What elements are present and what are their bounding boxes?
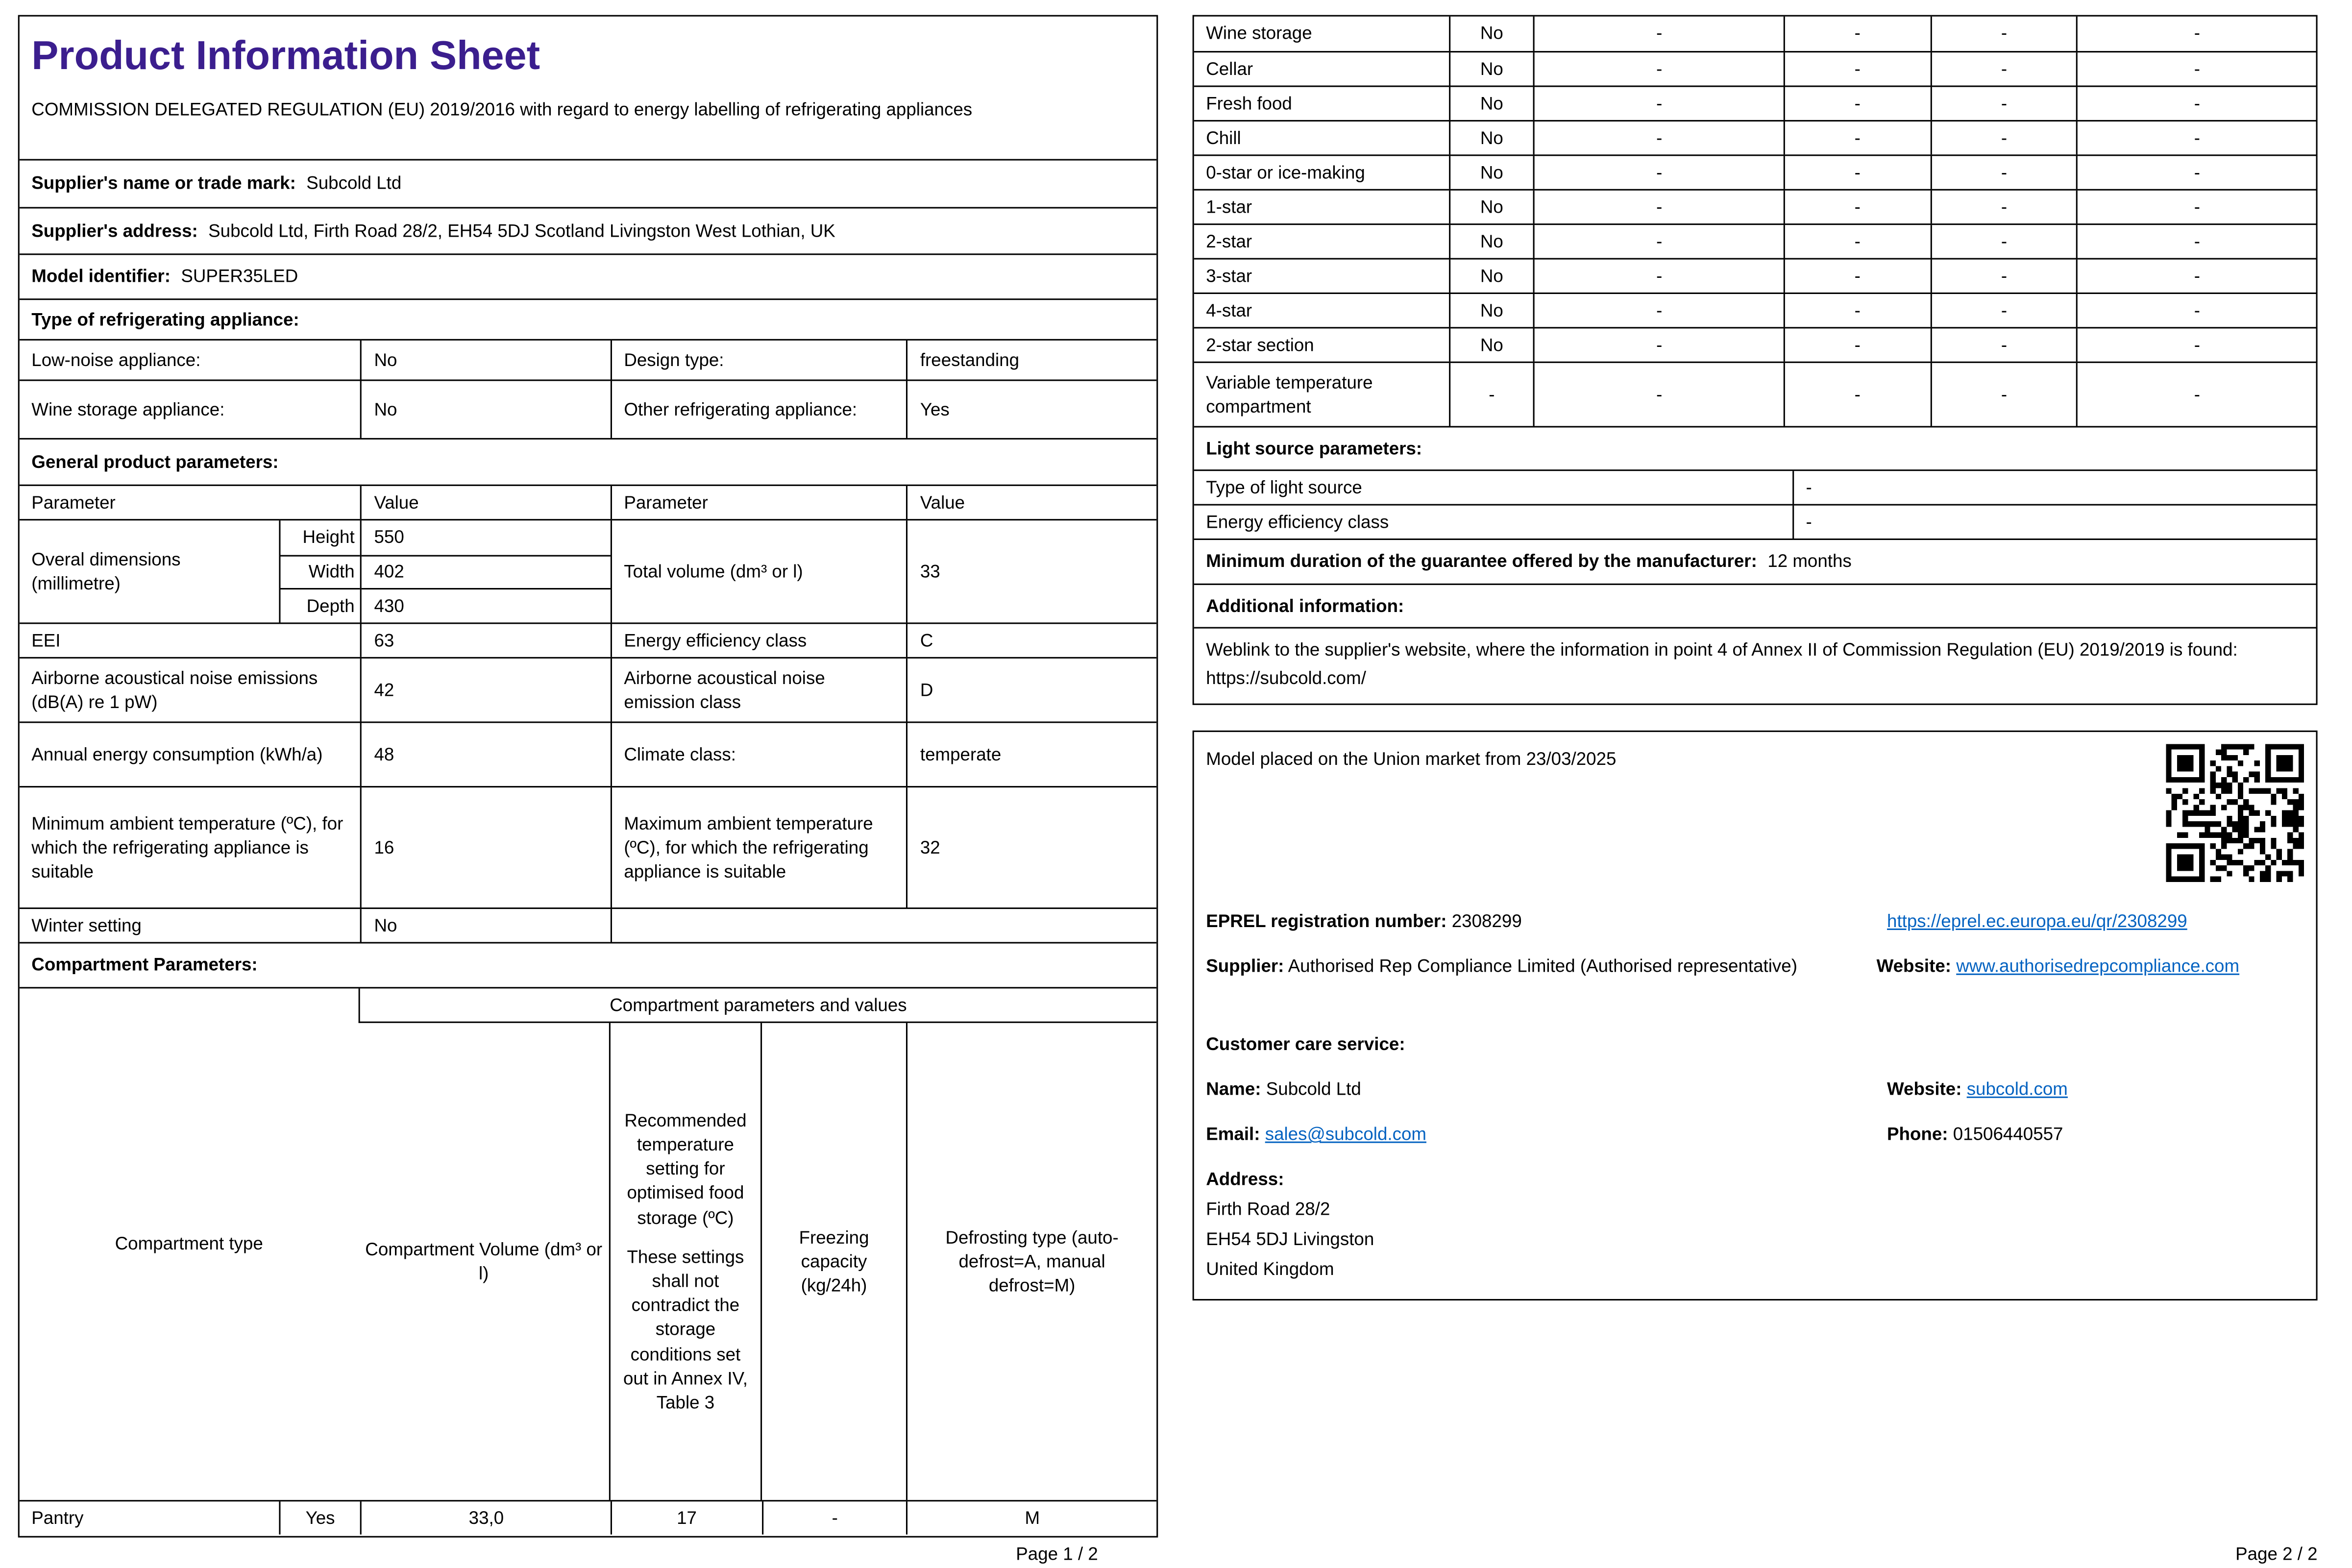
market-date-text: Model placed on the Union market from 23/03/2025 — [1206, 748, 1617, 770]
row-value: - — [1930, 87, 2077, 120]
temp-header-line2: These settings shall not contradict the storage conditions set out in Annex IV, Table 3 — [623, 1246, 748, 1413]
compartment-row-2-star-section — [1194, 327, 2316, 361]
name-label: Name: — [1206, 1078, 1261, 1100]
row-value: - — [1784, 52, 1930, 85]
freezing-capacity-header: Freezing capacity (kg/24h) — [760, 1023, 906, 1500]
annual-energy-value: 48 — [361, 723, 611, 786]
row-value: - — [2077, 225, 2316, 258]
max-ambient-value: 32 — [906, 787, 1156, 907]
param-header-row — [20, 485, 1156, 519]
climate-class-value: temperate — [906, 723, 1156, 786]
light-class-label: Energy efficiency class — [1206, 511, 1389, 533]
supplier-address-row — [20, 207, 1156, 253]
row-value: - — [1534, 52, 1784, 85]
weblink-paragraph — [1194, 629, 2316, 705]
row-present: No — [1448, 225, 1534, 258]
compartment-row-chill — [1194, 120, 2316, 154]
compartment-row-cellar — [1194, 51, 2316, 85]
type-row-wine — [20, 379, 1156, 438]
email-row — [1206, 1122, 2304, 1147]
row-label: 4-star — [1206, 299, 1252, 321]
min-ambient-label: Minimum ambient temperature (ºC), for which the refrigerating appliance is suitable — [31, 812, 343, 882]
row-present: No — [1448, 156, 1534, 189]
noise-class-label: Airborne acoustical noise emission class — [611, 659, 907, 722]
light-type-value: - — [1792, 471, 2316, 504]
energy-class-value: C — [906, 624, 1156, 657]
compartment-row-4-star — [1194, 293, 2316, 327]
supplier-name-label: Supplier's name or trade mark: — [31, 173, 296, 195]
winter-setting-label: Winter setting — [31, 915, 142, 936]
guarantee-value: 12 months — [1767, 551, 1852, 572]
pantry-row — [20, 1500, 1156, 1534]
row-value: - — [2077, 17, 2316, 51]
row-label: 1-star — [1206, 196, 1252, 218]
row-value: - — [1784, 87, 1930, 120]
regulation-subtitle: COMMISSION DELEGATED REGULATION (EU) 2019/2016 with regard to energy labelling of refrigerating appliances — [31, 99, 973, 121]
max-ambient-label: Maximum ambient temperature (ºC), for which the refrigerating appliance is suitable — [611, 787, 907, 907]
depth-value: 430 — [362, 588, 611, 622]
customer-care-header: Customer care service: — [1206, 1033, 1405, 1055]
width-value: 402 — [362, 555, 611, 588]
row-value: - — [2077, 294, 2316, 327]
light-class-value: - — [1792, 506, 2316, 539]
wine-appliance-value: No — [361, 381, 611, 438]
address-line-1: Firth Road 28/2 — [1206, 1199, 1330, 1220]
type-row-low-noise — [20, 339, 1156, 380]
design-type-value: freestanding — [906, 341, 1156, 380]
page-1-footer: Page 1 / 2 — [1016, 1543, 1098, 1565]
row-label: 2-star — [1206, 231, 1252, 252]
noise-value: 42 — [361, 659, 611, 722]
energy-class-label: Energy efficiency class — [611, 624, 907, 657]
row-label: 2-star section — [1206, 334, 1314, 356]
general-header-row — [20, 438, 1156, 485]
compartment-row-2-star — [1194, 223, 2316, 258]
defrosting-type-header: Defrosting type (auto-defrost=A, manual defrost=M) — [906, 1023, 1156, 1500]
row-present: No — [1448, 122, 1534, 154]
row-value: - — [1534, 294, 1784, 327]
row-value: - — [1534, 87, 1784, 120]
dimension-values — [361, 520, 611, 622]
row-label: Variable temperature compartment — [1206, 371, 1373, 417]
row-present: No — [1448, 260, 1534, 293]
param-header-1: Parameter — [31, 491, 116, 513]
page-2-table — [1193, 15, 2318, 705]
address-line-2: EH54 5DJ Livingston — [1206, 1229, 1374, 1250]
supplier-name-row — [20, 159, 1156, 207]
title-block — [20, 17, 1156, 159]
row-label: Cellar — [1206, 58, 1253, 79]
name-row — [1206, 1077, 2304, 1102]
row-value: - — [1784, 328, 1930, 361]
row-value: - — [1534, 17, 1784, 51]
supplier-address-value: Subcold Ltd, Firth Road 28/2, EH54 5DJ Scotland Livingston West Lothian, UK — [208, 220, 835, 242]
dimensions-row — [20, 519, 1156, 622]
weblink-row — [1194, 627, 2316, 705]
row-value: - — [1930, 191, 2077, 223]
winter-setting-row — [20, 907, 1156, 942]
design-type-label: Design type: — [611, 341, 907, 380]
supplier-row — [1206, 954, 2304, 979]
row-value: - — [1534, 225, 1784, 258]
compartment-header-row — [20, 942, 1156, 987]
value-header-2: Value — [906, 486, 1156, 519]
row-present: No — [1448, 87, 1534, 120]
noise-class-value: D — [906, 659, 1156, 722]
row-value: - — [1784, 225, 1930, 258]
row-value: - — [1930, 156, 2077, 189]
pantry-temp: 17 — [611, 1501, 761, 1534]
type-header-row — [20, 298, 1156, 339]
row-value: - — [1784, 122, 1930, 154]
website1-label: Website: — [1876, 955, 1952, 977]
compartment-group-header: Compartment parameters and values — [359, 988, 1157, 1023]
row-value: - — [1930, 294, 2077, 327]
compartment-row-3-star — [1194, 258, 2316, 293]
supplier-address-label: Supplier's address: — [31, 220, 198, 242]
row-value: - — [1930, 52, 2077, 85]
general-header: General product parameters: — [31, 451, 279, 472]
market-info-box — [1193, 731, 2318, 1300]
ambient-temp-row — [20, 786, 1156, 907]
pantry-defrost: M — [906, 1501, 1156, 1534]
value-header-1: Value — [361, 486, 611, 519]
row-value: - — [2077, 191, 2316, 223]
website2-label: Website: — [1887, 1078, 1962, 1100]
pantry-volume: 33,0 — [361, 1501, 611, 1534]
eei-value: 63 — [361, 624, 611, 657]
weblink-url: https://subcold.com/ — [1206, 667, 1366, 689]
email-label: Email: — [1206, 1123, 1260, 1145]
website2-link[interactable]: subcold.com — [1966, 1078, 2068, 1100]
supplier-value: Authorised Rep Compliance Limited (Authorised representative) — [1288, 955, 1797, 977]
row-present: No — [1448, 294, 1534, 327]
row-value: - — [1534, 122, 1784, 154]
row-value: - — [1784, 260, 1930, 293]
row-present: - — [1448, 363, 1534, 426]
row-value: - — [1534, 156, 1784, 189]
row-value: - — [1930, 225, 2077, 258]
row-value: - — [1534, 260, 1784, 293]
row-value: - — [1534, 191, 1784, 223]
light-type-label: Type of light source — [1206, 477, 1362, 498]
temp-header-line1: Recommended temperature setting for optimised food storage (ºC) — [624, 1109, 747, 1228]
page-1 — [18, 15, 1158, 1538]
page-title: Product Information Sheet — [31, 33, 540, 78]
guarantee-row — [1194, 539, 2316, 584]
light-type-row — [1194, 469, 2316, 504]
height-label: Height — [302, 527, 355, 548]
model-identifier-row — [20, 253, 1156, 298]
row-value: - — [1930, 122, 2077, 154]
phone-value: 01506440557 — [1953, 1123, 2063, 1145]
total-volume-label: Total volume (dm³ or l) — [611, 520, 907, 622]
supplier-name-value: Subcold Ltd — [306, 173, 402, 195]
param-header-2: Parameter — [611, 486, 907, 519]
light-source-header-row — [1194, 426, 2316, 469]
row-value: - — [1534, 363, 1784, 426]
row-value: - — [2077, 122, 2316, 154]
depth-label: Depth — [280, 588, 361, 622]
light-source-header: Light source parameters: — [1206, 438, 1422, 459]
row-label: 0-star or ice-making — [1206, 162, 1365, 183]
phone-label: Phone: — [1887, 1123, 1948, 1145]
low-noise-value: No — [361, 341, 611, 380]
eprel-value: 2308299 — [1451, 910, 1522, 932]
row-label: Chill — [1206, 127, 1241, 148]
height-value: 550 — [374, 527, 404, 548]
row-value: - — [2077, 260, 2316, 293]
winter-setting-empty — [611, 909, 1156, 942]
row-present: No — [1448, 52, 1534, 85]
compartment-temp-header — [609, 1023, 760, 1500]
row-present: No — [1448, 328, 1534, 361]
eprel-row — [1206, 909, 2304, 933]
compartment-type-header: Compartment type — [115, 1233, 263, 1255]
row-value: - — [2077, 156, 2316, 189]
supplier-label: Supplier: — [1206, 955, 1284, 977]
model-identifier-value: SUPER35LED — [181, 266, 298, 287]
address-block — [1206, 1164, 1374, 1285]
wine-appliance-label: Wine storage appliance: — [31, 398, 225, 420]
row-present: No — [1448, 191, 1534, 223]
dimensions-label: Overal dimensions (millimetre) — [31, 548, 181, 594]
row-value: - — [1930, 363, 2077, 426]
eprel-link[interactable]: https://eprel.ec.europa.eu/qr/2308299 — [1887, 910, 2187, 932]
light-class-row — [1194, 504, 2316, 539]
type-header: Type of refrigerating appliance: — [31, 309, 299, 330]
name-value: Subcold Ltd — [1266, 1078, 1361, 1100]
row-present: No — [1448, 17, 1534, 51]
compartment-row-0-star — [1194, 154, 2316, 189]
row-value: - — [1784, 191, 1930, 223]
row-value: - — [2077, 328, 2316, 361]
row-value: - — [1784, 363, 1930, 426]
other-appliance-value: Yes — [906, 381, 1156, 438]
additional-info-header: Additional information: — [1206, 595, 1404, 616]
eprel-label: EPREL registration number: — [1206, 910, 1447, 932]
model-identifier-label: Model identifier: — [31, 266, 171, 287]
pantry-type: Pantry — [31, 1507, 84, 1529]
qr-code — [2166, 744, 2304, 882]
row-value: - — [2077, 363, 2316, 426]
winter-setting-value: No — [361, 909, 611, 942]
min-ambient-value: 16 — [361, 787, 611, 907]
noise-row — [20, 657, 1156, 722]
row-value: - — [2077, 87, 2316, 120]
compartment-row-1-star — [1194, 189, 2316, 223]
website1-link[interactable]: www.authorisedrepcompliance.com — [1956, 955, 2240, 977]
pantry-freezing: - — [761, 1501, 906, 1534]
row-value: - — [2077, 52, 2316, 85]
row-value: - — [1930, 260, 2077, 293]
annual-energy-row — [20, 721, 1156, 786]
row-value: - — [1930, 17, 2077, 51]
width-label: Width — [280, 555, 361, 588]
address-label: Address: — [1206, 1168, 1284, 1190]
annual-energy-label: Annual energy consumption (kWh/a) — [31, 744, 323, 765]
row-value: - — [1784, 156, 1930, 189]
row-label: Fresh food — [1206, 93, 1292, 114]
compartment-table-header — [20, 987, 1156, 1500]
weblink-text: Weblink to the supplier's website, where the information in point 4 of Annex II of Commission Regulation (EU) 2019/2019 is found: — [1206, 639, 2238, 660]
eei-row — [20, 622, 1156, 657]
noise-label: Airborne acoustical noise emissions (dB(A) re 1 pW) — [31, 667, 318, 713]
total-volume-value: 33 — [906, 520, 1156, 622]
compartment-volume-header: Compartment Volume (dm³ or l) — [365, 1238, 603, 1284]
low-noise-label: Low-noise appliance: — [31, 349, 201, 370]
climate-class-label: Climate class: — [611, 723, 907, 786]
guarantee-label: Minimum duration of the guarantee offered by the manufacturer: — [1206, 551, 1757, 572]
eei-label: EEI — [31, 630, 61, 651]
pantry-present: Yes — [278, 1501, 361, 1534]
address-line-3: United Kingdom — [1206, 1259, 1334, 1280]
email-link[interactable]: sales@subcold.com — [1265, 1123, 1426, 1145]
additional-info-header-row — [1194, 584, 2316, 627]
row-label: Wine storage — [1206, 23, 1312, 45]
page-2-footer: Page 2 / 2 — [2235, 1543, 2318, 1565]
row-value: - — [1784, 294, 1930, 327]
other-appliance-label: Other refrigerating appliance: — [611, 381, 907, 438]
compartment-row-fresh-food — [1194, 85, 2316, 120]
row-value: - — [1930, 328, 2077, 361]
row-label: 3-star — [1206, 265, 1252, 287]
row-value: - — [1534, 328, 1784, 361]
compartment-row-variable-temp — [1194, 362, 2316, 426]
compartment-row-wine-storage — [1194, 17, 2316, 51]
compartment-header: Compartment Parameters: — [31, 955, 258, 976]
row-value: - — [1784, 17, 1930, 51]
dimension-sub-labels — [278, 520, 361, 622]
